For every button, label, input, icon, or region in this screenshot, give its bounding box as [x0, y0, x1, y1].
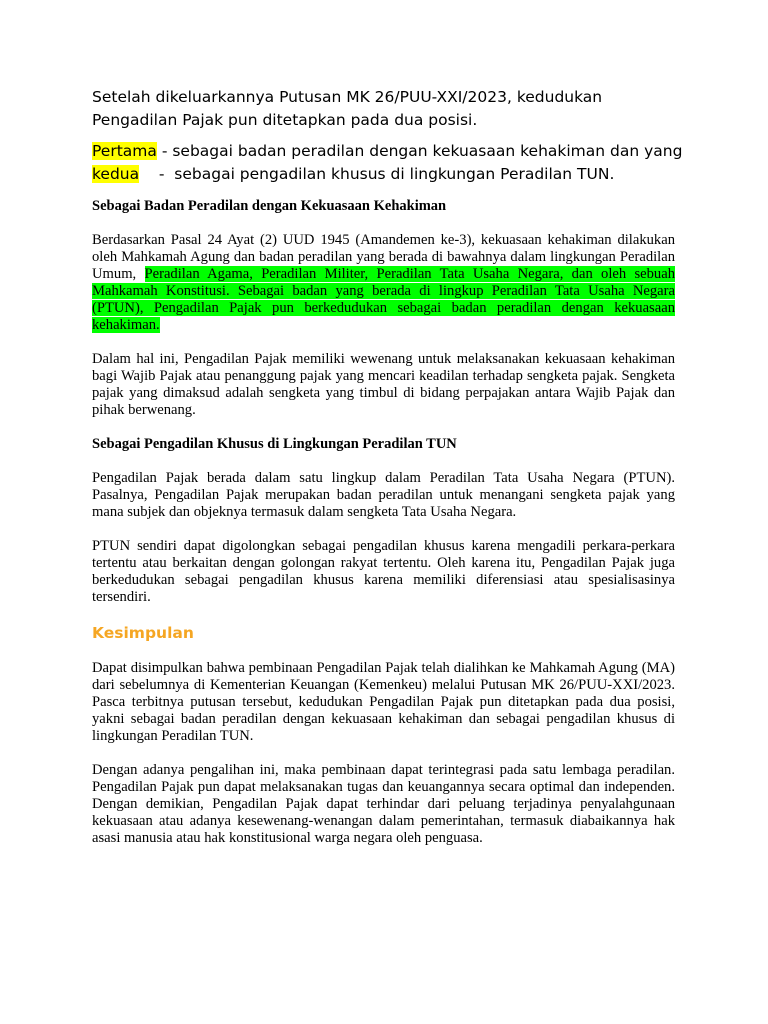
conclusion-heading: Kesimpulan — [92, 624, 194, 642]
section1-paragraph-2: Dalam hal ini, Pengadilan Pajak memiliki wewenang untuk melaksanakan kekuasaan kehakiman bagi Wajib Pajak atau penanggung pajak yang mencari keadilan terhadap sengketa pajak. Sengketa pajak yang dimaksud adalah sengketa yang timbul di bidang perpajakan antara Wajib Pajak dan pihak berwenang. — [92, 351, 675, 418]
position-label-second: kedua — [92, 165, 140, 183]
position-item-first — [92, 140, 683, 163]
document-page — [92, 86, 683, 864]
section2-paragraph-2: PTUN sendiri dapat digolongkan sebagai pengadilan khusus karena mengadili perkara-perkara tertentu atau berkaitan dengan golongan rakyat tertentu. Oleh karena itu, Pengadilan Pajak juga berkedudukan sebagai pengadilan khusus karena memiliki diferensiasi atau spesialisasinya tersendiri. — [92, 538, 675, 605]
section-heading-badan-peradilan: Sebagai Badan Peradilan dengan Kekuasaan Kehakiman — [92, 198, 447, 214]
conclusion-paragraph-1: Dapat disimpulkan bahwa pembinaan Pengadilan Pajak telah dialihkan ke Mahkamah Agung (MA) dari sebelumnya di Kementerian Keuangan (Kemenkeu) melalui Putusan MK 26/PUU-XXI/2023. Pasca terbitnya putusan tersebut, kedudukan Pengadilan Pajak pun ditetapkan pada dua posisi, yakni sebagai badan peradilan dengan kekuasaan kehakiman dan sebagai pengadilan khusus di lingkungan Peradilan TUN. — [92, 660, 675, 744]
section1-paragraph-1-text: Berdasarkan Pasal 24 Ayat (2) UUD 1945 (Amandemen ke-3), kekuasaan kehakiman dilakukan oleh Mahkamah Agung dan badan peradilan yang berada di bawahnya dalam lingkungan Peradilan Umum, — [92, 232, 675, 282]
intro-paragraph: Setelah dikeluarkannya Putusan MK 26/PUU-XXI/2023, kedudukan Pengadilan Pajak pun ditetapkan pada dua posisi. — [92, 88, 603, 129]
conclusion-paragraph-2: Dengan adanya pengalihan ini, maka pembinaan dapat terintegrasi pada satu lembaga peradilan. Pengadilan Pajak pun dapat melaksanakan tugas dan keuangannya secara optimal dan independen. Dengan demikian, Pengadilan Pajak dapat terhindar dari peluang terjadinya penyalahgunaan kekuasaan atau adanya kesewenang-wenangan dalam pemerintahan, termasuk diabaikannya hak asasi manusia atau hak konstitusional warga negara oleh penguasa. — [92, 762, 675, 846]
section2-paragraph-1: Pengadilan Pajak berada dalam satu lingkup dalam Peradilan Tata Usaha Negara (PTUN). Pasalnya, Pengadilan Pajak merupakan badan peradilan untuk menangani sengketa pajak yang mana subjek dan objeknya termasuk dalam sengketa Tata Usaha Negara. — [92, 470, 675, 520]
section-heading-pengadilan-khusus: Sebagai Pengadilan Khusus di Lingkungan Peradilan TUN — [92, 436, 457, 452]
section1-paragraph-1-highlight: Peradilan Agama, Peradilan Militer, Peradilan Tata Usaha Negara, dan oleh sebuah Mahkamah Konstitusi. Sebagai badan yang berada di lingkup Peradilan Tata Usaha Negara (PTUN), Pengadilan Pajak pun berkedudukan sebagai badan peradilan dengan kekuasaan kehakiman. — [92, 266, 675, 333]
position-label-first: Pertama — [92, 142, 157, 160]
position-text-first: - sebagai badan peradilan dengan kekuasaan kehakiman dan yang — [156, 142, 683, 160]
section1-paragraph-1 — [92, 232, 675, 334]
position-text-second: - sebagai pengadilan khusus di lingkungan Peradilan TUN. — [139, 165, 615, 183]
position-item-second — [92, 163, 675, 186]
positions-list — [92, 140, 683, 186]
